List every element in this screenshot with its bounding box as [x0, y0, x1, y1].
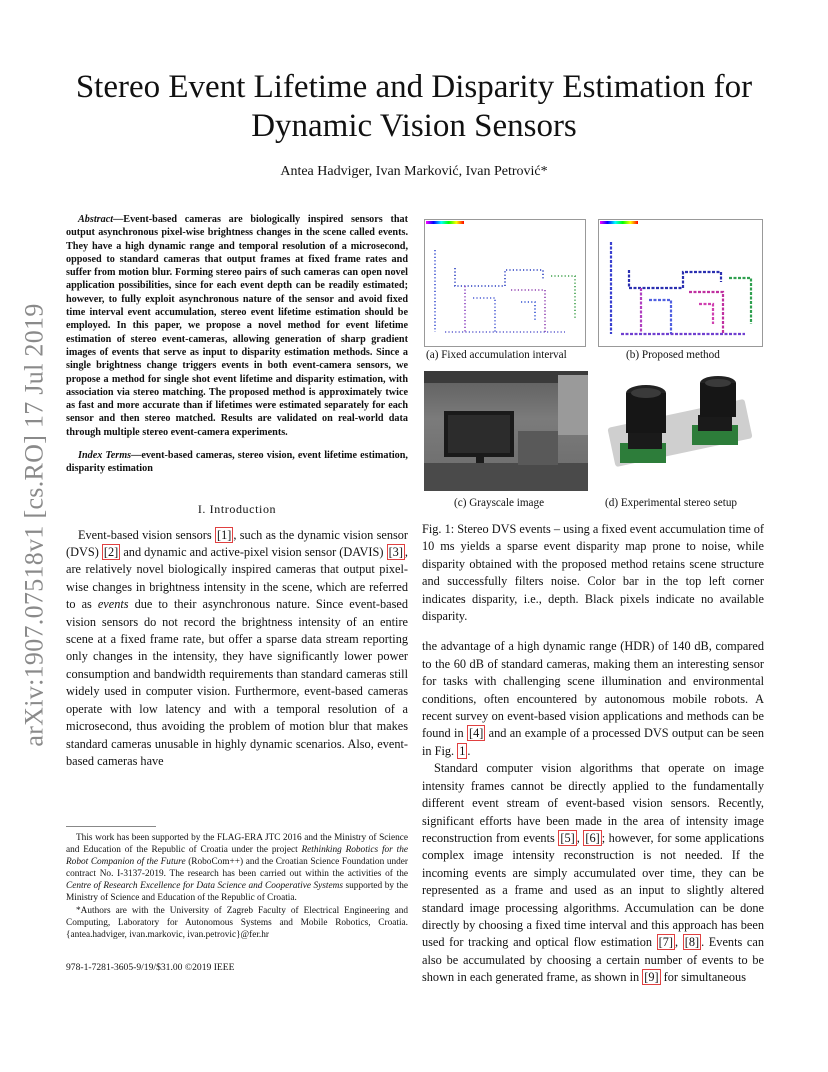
subcaption-c: (c) Grayscale image	[454, 497, 545, 509]
citation-link[interactable]: [5]	[560, 830, 575, 845]
text-run: supported by the Ministry of Science and Education of the Republic of Croatia.	[66, 881, 408, 904]
right-column-text	[422, 638, 764, 986]
subcaption-a: (a) Fixed accumulation interval	[426, 349, 567, 361]
abstract-text: —Event-based cameras are biologically inspired sensors that output asynchronous pixel-wise brightness changes in the scene called events. They have a high dynamic range and temporal resolution of a microsecond, opposed to standard cameras that output frames at fixed frame rates and suffer from motion blur. Forming stereo pairs of such cameras can open novel application possibilities, since for each event depth can be readily estimated; however, to fully exploit asynchronous nature of the sensor and avoid fixed time interval event accumulation, stereo event lifetime estimation should be employed. In this paper, we propose a novel method for event lifetime estimation of stereo event-cameras, allowing generation of sharp gradient images of events that serve as input to disparity estimation methods. Since a single brightness change triggers events in both event-camera sensors, we propose a method for single shot event lifetime and disparity estimation, with association via stereo matching. The proposed method is approximately twice as fast and more accurate than if lifetimes were estimated separately for each sensor and then stereo matched. Results are validated on real-world data through multiple stereo event-camera experiments.	[66, 214, 408, 438]
intro-paragraph-1	[66, 527, 408, 771]
figure-link[interactable]: 1	[459, 743, 466, 758]
text-run: the advantage of a high dynamic range (HDR) of 140 dB, compared to the 60 dB of standard cameras, making them an interesting sensor for tasks with challenging scene illumination and environmental conditions, often encountered by autonomous mobile robots. A recent survey on event-based vision applications and methods can be found in	[422, 639, 764, 741]
arxiv-stamp	[20, 295, 50, 755]
citation-link[interactable]: [1]	[217, 527, 232, 542]
disparity-colorbar	[600, 221, 638, 224]
paper-title	[0, 68, 828, 146]
footnote-rule	[66, 826, 156, 827]
abstract-head: Abstract	[78, 214, 114, 225]
event-map-a	[425, 220, 585, 346]
arxiv-stamp-text: arXiv:1907.07518v1 [cs.RO] 17 Jul 2019	[20, 303, 50, 747]
index-terms-text: —event-based cameras, stereo vision, event lifetime estimation, disparity estimation	[66, 450, 408, 475]
authors: Antea Hadviger, Ivan Marković, Ivan Petrović*	[280, 164, 548, 179]
citation-link[interactable]: [8]	[684, 935, 700, 950]
text-run: This work has been supported by the FLAG-ERA JTC 2016 and the Ministry of Science and Education of the Republic of Croatia under the project	[66, 833, 408, 856]
text-run-italic: Rethinking Robotics for the Robot Companion of the Future	[66, 845, 408, 868]
section-heading-introduction: I. Introduction	[197, 501, 277, 516]
panel-grayscale-image	[424, 371, 588, 491]
text-run: ,	[675, 935, 683, 950]
disparity-colorbar	[426, 221, 464, 224]
citation-link[interactable]: [2]	[103, 545, 119, 560]
text-run: and dynamic and active-pixel vision sensor (DAVIS)	[120, 545, 387, 560]
title-line-1: Stereo Event Lifetime and Disparity Estimation for	[75, 69, 753, 105]
text-run-italic: events	[97, 597, 129, 612]
text-run: . Events can also be accumulated by choosing a certain number of events to be shown in each generated frame, as shown in	[422, 935, 764, 985]
figure-caption: Fig. 1: Stereo DVS events – using a fixed event accumulation time of 10 ms yields a sparse event disparity map prone to noise, while disparity obtained with the proposed method retains scene structure and successfully filters noise. Color bar in the top left corner indicates disparity, i.e., depth. Black pixels indicate no available disparity.	[422, 522, 764, 624]
citation-link[interactable]: [4]	[468, 726, 484, 741]
stereo-camera-rig	[606, 373, 754, 485]
intro-paragraph-3	[422, 760, 764, 986]
text-run: due to their asynchronous nature. Since event-based vision sensors do not record the brightness intensity of an entire scene at a fixed frame rate, but offer a sparse data stream reporting only changes in the intensity, they have significantly lower power consumption and bandwidth requirements than standard cameras still widely used in computer vision. Furthermore, event-based cameras operate with low latency and with a temporal resolution of a microsecond, thus avoiding the problem of motion blur that makes standard cameras unusable in highly dynamic scenarios. Also, event-based cameras have	[66, 597, 408, 768]
index-terms	[66, 449, 408, 476]
index-terms-head: Index Terms	[78, 450, 132, 462]
text-run: ,	[576, 830, 584, 845]
isbn-line: 978-1-7281-3605-9/19/$31.00 ©2019 IEEE	[66, 962, 235, 973]
subcaption-b: (b) Proposed method	[626, 349, 720, 361]
footnotes	[66, 832, 408, 941]
footnote-affiliation: *Authors are with the University of Zagreb Faculty of Electrical Engineering and Computing, Laboratory for Autonomous Systems and Mobile Robotics, Croatia. {antea.hadviger, ivan.markovic, ivan.petrovic}@fer.hr	[66, 905, 408, 940]
grayscale-scene	[424, 371, 588, 491]
figure-1	[422, 213, 764, 513]
text-run: for simultaneous	[660, 970, 746, 985]
citation-link[interactable]: [7]	[658, 935, 674, 950]
abstract	[66, 213, 408, 439]
intro-paragraph-2	[422, 638, 764, 760]
right-column	[422, 213, 764, 987]
title-line-2: Dynamic Vision Sensors	[251, 108, 577, 144]
text-run-italic: Centre of Research Excellence for Data Science and Cooperative Systems	[66, 881, 343, 892]
event-map-b	[599, 220, 762, 346]
left-column	[66, 213, 408, 770]
text-run: , are relatively novel biologically inspired cameras that output pixel-wise changes in brightness intensity in the scene, which are referred to as	[66, 545, 408, 612]
panel-proposed-method-image	[598, 219, 763, 347]
text-run: .	[467, 743, 471, 758]
text-run: , such as the dynamic vision sensor (DVS)	[66, 527, 408, 560]
panel-fixed-accumulation-image	[424, 219, 586, 347]
panel-stereo-setup-image	[606, 373, 754, 485]
footnote-funding	[66, 832, 408, 905]
text-run: Event-based vision sensors	[78, 527, 216, 542]
text-run: ; however, for some applications complex image intensity reconstruction is not needed. If the incoming events are simply accumulated over time, they can be represented as a frame and used as an input to slightly altered standard image processing algorithms. Accumulation can be done directly by choosing a fixed time interval and this approach has been used for tracking and optical flow estimation	[422, 830, 764, 950]
text-run: Standard computer vision algorithms that operate on image intensity frames cannot be directly applied to the fundamentally different event stream of event-based vision sensors. Recently, significant efforts have been made in the area of intensity image reconstruction from events	[422, 761, 764, 845]
text-run: and an example of a processed DVS output can be seen in Fig.	[422, 726, 764, 758]
citation-link[interactable]: [9]	[644, 970, 659, 985]
citation-link[interactable]: [3]	[388, 545, 403, 560]
subcaption-d: (d) Experimental stereo setup	[605, 497, 738, 509]
text-run: (RoboCom++) and the Croatian Science Foundation under contract No. I-3137-2019. The research has been carried out within the activities of the	[66, 857, 408, 880]
citation-link[interactable]: [6]	[585, 830, 600, 845]
